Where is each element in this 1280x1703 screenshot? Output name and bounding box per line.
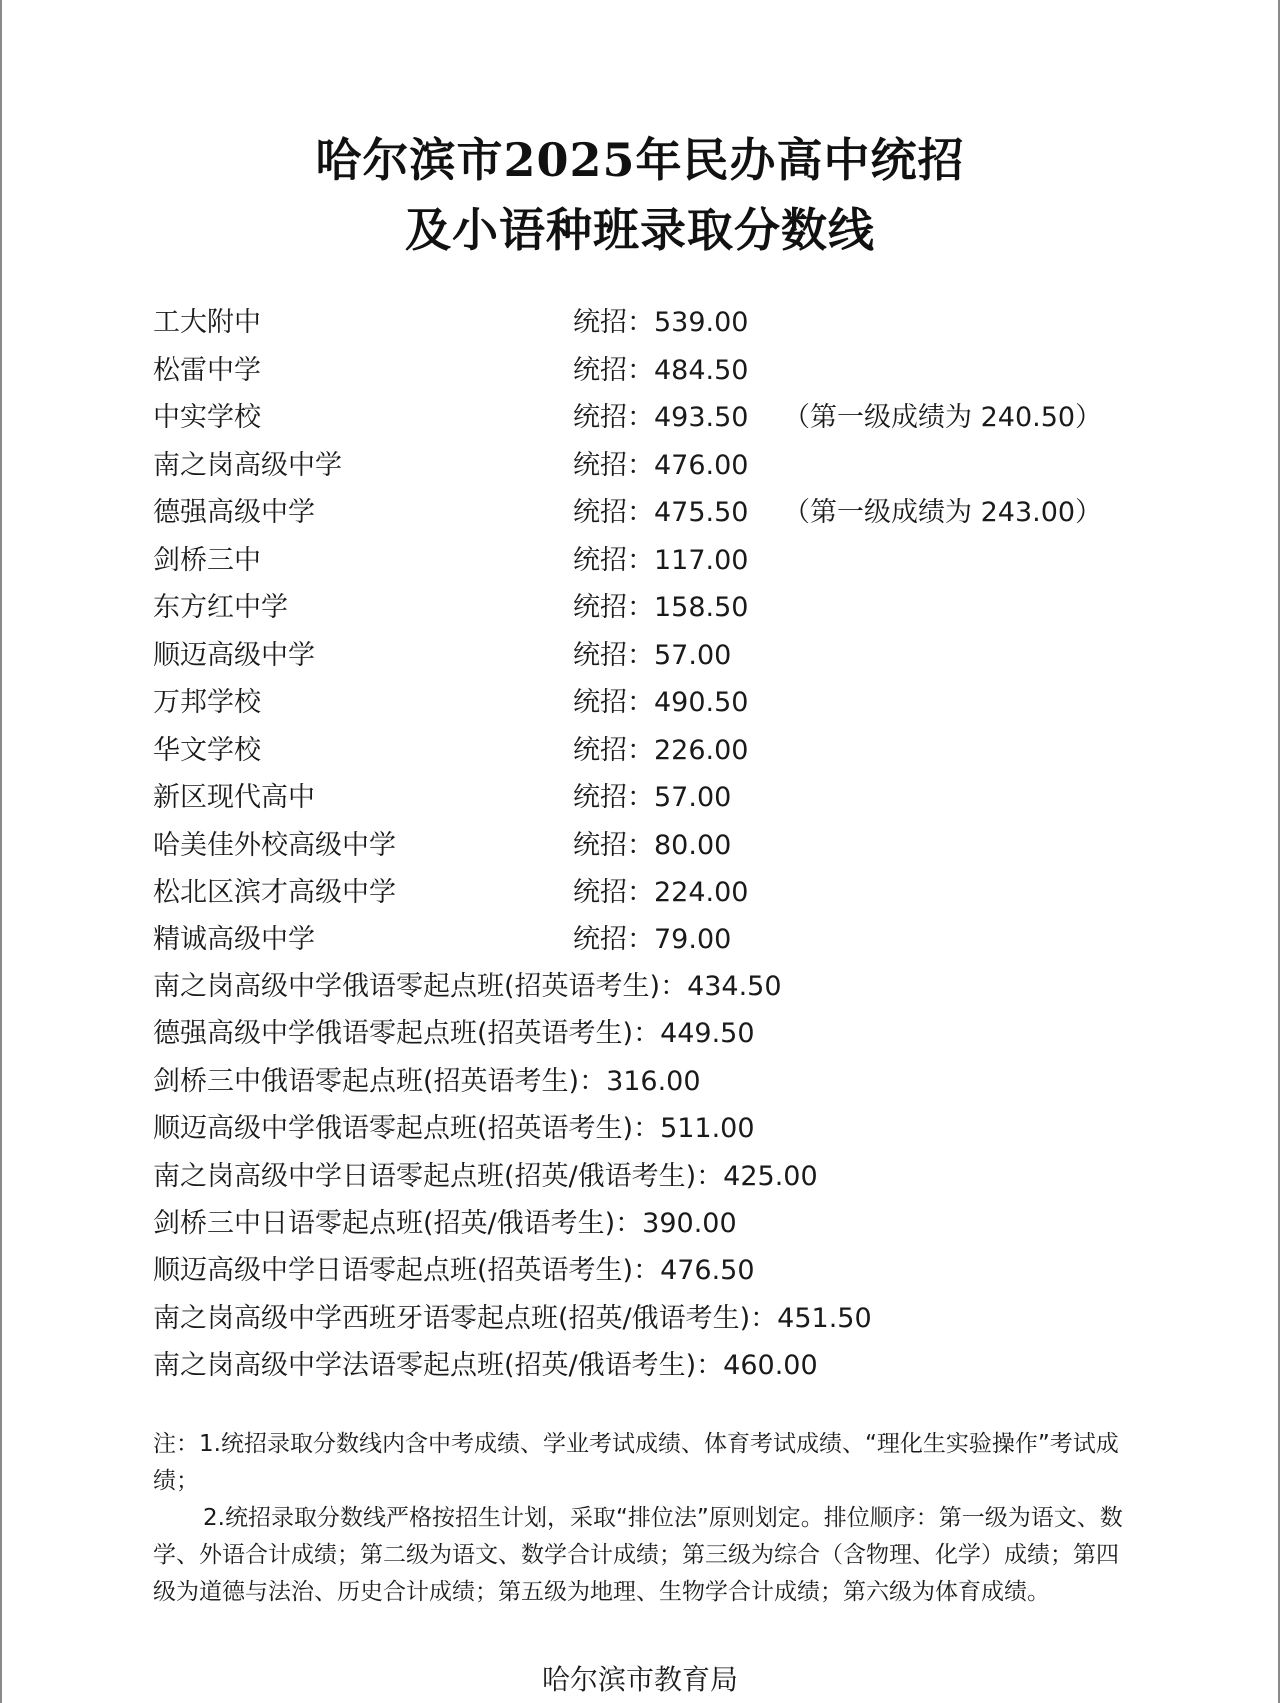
school-name: 中实学校 <box>153 402 261 433</box>
school-name: 剑桥三中 <box>153 545 261 576</box>
school-name: 万邦学校 <box>153 687 261 718</box>
language-class-item: 南之岗高级中学西班牙语零起点班(招英/俄语考生)：451.50 <box>153 1303 872 1334</box>
school-name: 东方红中学 <box>153 592 288 623</box>
school-name: 德强高级中学 <box>153 497 315 528</box>
language-class-item: 顺迈高级中学俄语零起点班(招英语考生)：511.00 <box>153 1113 755 1144</box>
school-name: 南之岗高级中学 <box>153 450 342 481</box>
school-score: 统招：539.00 <box>573 307 749 338</box>
language-class-item: 剑桥三中日语零起点班(招英/俄语考生)：390.00 <box>153 1208 737 1239</box>
language-class-item: 顺迈高级中学日语零起点班(招英语考生)：476.50 <box>153 1255 755 1286</box>
school-score: 统招：57.00 <box>573 640 732 671</box>
document-title-line-2: 及小语种班录取分数线 <box>405 203 875 257</box>
school-name: 松北区滨才高级中学 <box>153 877 396 908</box>
school-score: 统招：493.50 <box>573 402 749 433</box>
language-class-item: 德强高级中学俄语零起点班(招英语考生)：449.50 <box>153 1018 755 1049</box>
language-class-item: 南之岗高级中学日语零起点班(招英/俄语考生)：425.00 <box>153 1161 818 1192</box>
school-score: 统招：226.00 <box>573 735 749 766</box>
school-name: 松雷中学 <box>153 355 261 386</box>
school-name: 工大附中 <box>153 307 261 338</box>
school-score: 统招：490.50 <box>573 687 749 718</box>
school-score: 统招：476.00 <box>573 450 749 481</box>
issuer-signature: 哈尔滨市教育局 <box>541 1663 738 1696</box>
notes-section <box>153 1426 1133 1611</box>
school-score: 统招：158.50 <box>573 592 749 623</box>
school-score: 统招：117.00 <box>573 545 749 576</box>
school-score: 统招：484.50 <box>573 355 749 386</box>
note-1: 注：1.统招录取分数线内含中考成绩、学业考试成绩、体育考试成绩、“理化生实验操作”考试成绩； <box>153 1431 1119 1494</box>
language-class-item: 剑桥三中俄语零起点班(招英语考生)：316.00 <box>153 1066 701 1097</box>
document-title-line-1: 哈尔滨市2025年民办高中统招 <box>315 133 965 187</box>
language-class-item: 南之岗高级中学法语零起点班(招英/俄语考生)：460.00 <box>153 1350 818 1381</box>
school-name: 华文学校 <box>153 735 261 766</box>
school-score-note: （第一级成绩为 243.00） <box>783 497 1103 528</box>
note-2: 2.统招录取分数线严格按招生计划，采取“排位法”原则划定。排位顺序：第一级为语文、数学、外语合计成绩；第二级为语文、数学合计成绩；第三级为综合（含物理、化学）成绩；第四级为道德与法治、历史合计成绩；第五级为地理、生物学合计成绩；第六级为体育成绩。 <box>153 1505 1123 1605</box>
language-class-item: 南之岗高级中学俄语零起点班(招英语考生)：434.50 <box>153 971 782 1002</box>
school-name: 新区现代高中 <box>153 782 315 813</box>
school-score: 统招：79.00 <box>573 924 732 955</box>
school-name: 顺迈高级中学 <box>153 640 315 671</box>
school-score: 统招：80.00 <box>573 830 732 861</box>
school-score: 统招：57.00 <box>573 782 732 813</box>
school-name: 精诚高级中学 <box>153 924 315 955</box>
school-name: 哈美佳外校高级中学 <box>153 830 396 861</box>
school-score: 统招：475.50 <box>573 497 749 528</box>
school-score: 统招：224.00 <box>573 877 749 908</box>
school-score-note: （第一级成绩为 240.50） <box>783 402 1103 433</box>
